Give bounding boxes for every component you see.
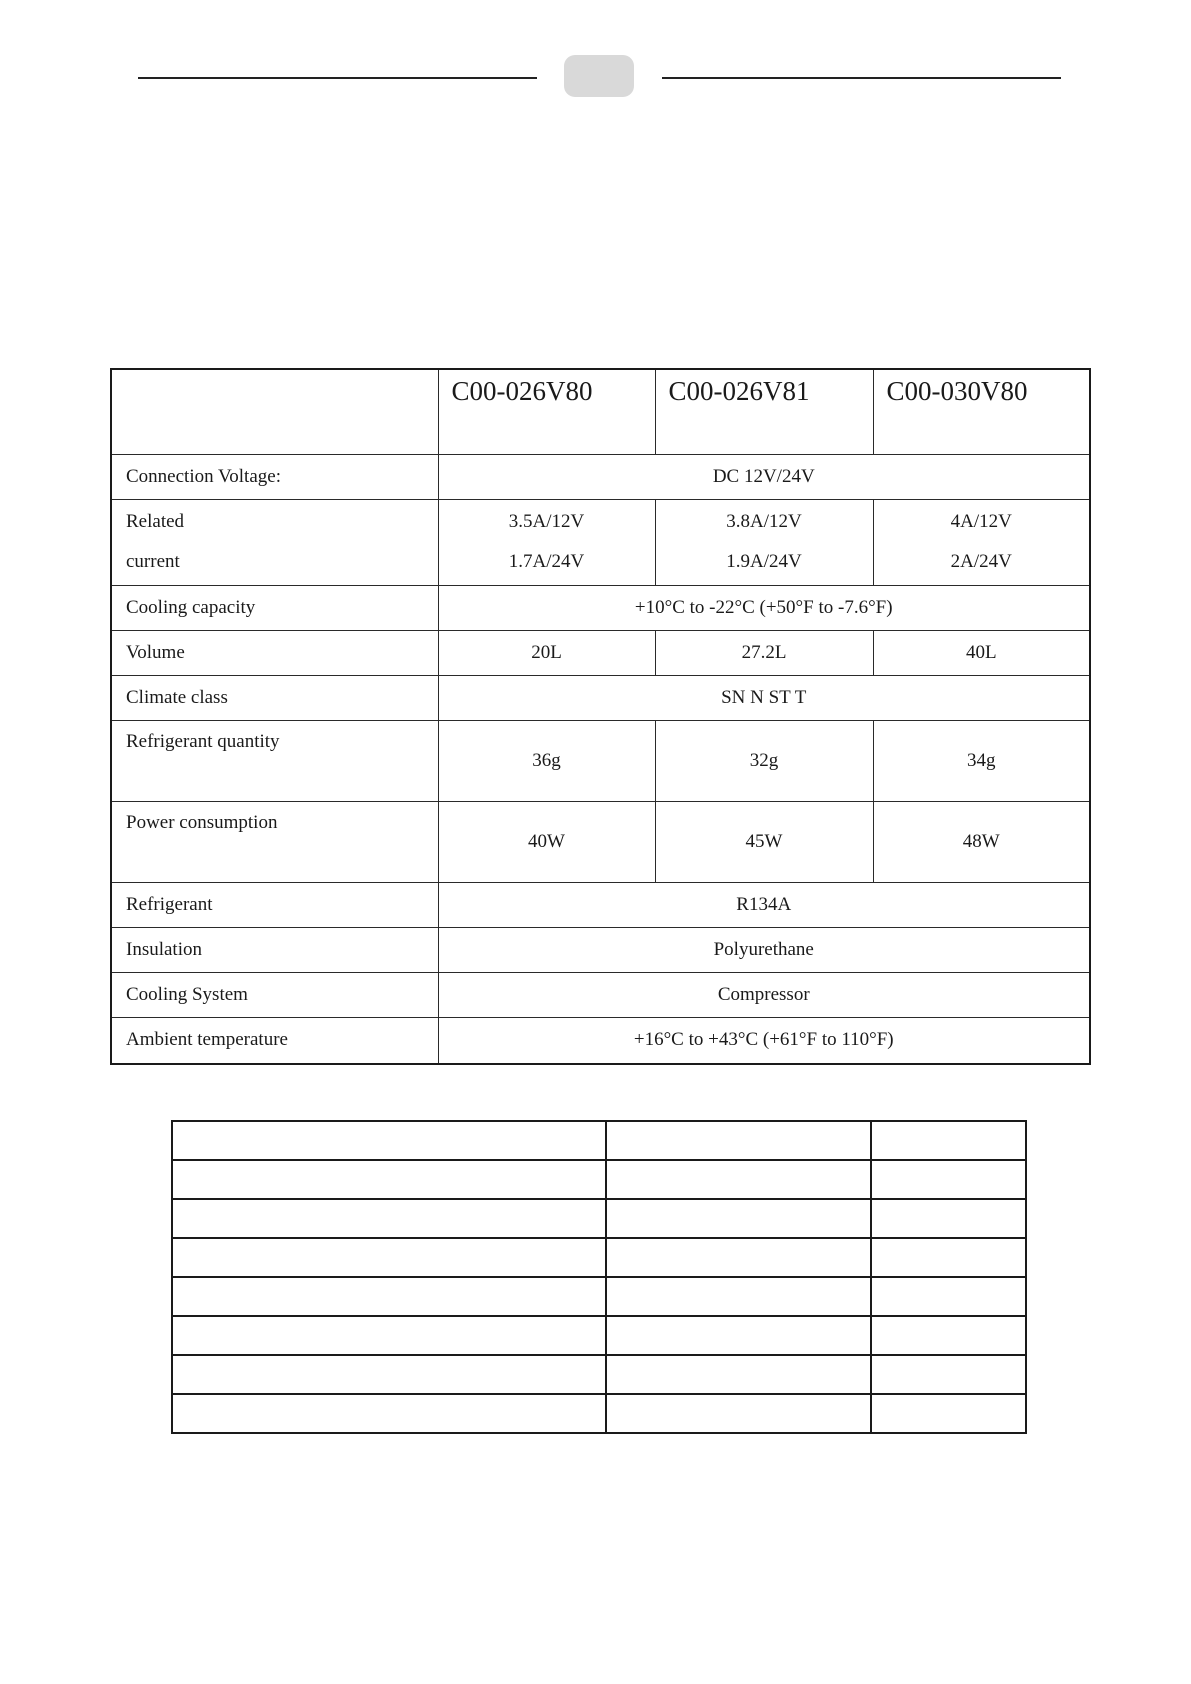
row-label: Refrigerant — [111, 882, 438, 927]
row-label: Cooling System — [111, 972, 438, 1017]
row-value: Polyurethane — [438, 927, 1090, 972]
row-label: Refrigerant quantity — [111, 720, 438, 801]
table-cell — [172, 1355, 606, 1394]
table-row — [111, 675, 1090, 720]
value-line: 1.9A/24V — [726, 551, 802, 572]
table-row — [111, 972, 1090, 1017]
table-row — [172, 1277, 1026, 1316]
model-heading: C00-030V80 — [873, 369, 1090, 454]
table-header-row — [111, 369, 1090, 454]
row-value: 20L — [438, 630, 655, 675]
table-row — [172, 1238, 1026, 1277]
row-value: 32g — [655, 720, 873, 801]
value-line: 4A/12V — [950, 511, 1012, 532]
row-value — [655, 499, 873, 585]
row-label: Cooling capacity — [111, 585, 438, 630]
table-cell — [871, 1316, 1026, 1355]
table-cell — [172, 1316, 606, 1355]
value-line: 3.5A/12V — [508, 511, 585, 532]
row-value: 40W — [438, 801, 655, 882]
row-label: Power consumption — [111, 801, 438, 882]
table-cell — [871, 1238, 1026, 1277]
table-row — [172, 1121, 1026, 1160]
header-empty-cell — [111, 369, 438, 454]
value-line: 3.8A/12V — [726, 511, 802, 532]
table-row — [111, 499, 1090, 585]
row-value: 45W — [655, 801, 873, 882]
model-heading: C00-026V81 — [655, 369, 873, 454]
row-value: 27.2L — [655, 630, 873, 675]
row-label: Volume — [111, 630, 438, 675]
table-cell — [172, 1394, 606, 1433]
table-cell — [172, 1121, 606, 1160]
row-label-line: current — [126, 551, 180, 572]
table-row — [111, 720, 1090, 801]
empty-grid-table — [171, 1120, 1027, 1434]
header-rule-right — [662, 77, 1061, 79]
row-label: Climate class — [111, 675, 438, 720]
table-row — [172, 1199, 1026, 1238]
row-value: Compressor — [438, 972, 1090, 1017]
table-cell — [172, 1238, 606, 1277]
row-label — [111, 499, 438, 585]
row-value: SN N ST T — [438, 675, 1090, 720]
table-row — [111, 630, 1090, 675]
row-value: 48W — [873, 801, 1090, 882]
table-row — [111, 1017, 1090, 1064]
row-value — [438, 499, 655, 585]
table-cell — [606, 1394, 871, 1433]
row-value: R134A — [438, 882, 1090, 927]
row-value: 40L — [873, 630, 1090, 675]
row-value: +16°C to +43°C (+61°F to 110°F) — [438, 1017, 1090, 1064]
model-heading: C00-026V80 — [438, 369, 655, 454]
row-value: +10°C to -22°C (+50°F to -7.6°F) — [438, 585, 1090, 630]
specifications-table — [110, 368, 1091, 1065]
row-label: Insulation — [111, 927, 438, 972]
row-label: Ambient temperature — [111, 1017, 438, 1064]
table-row — [111, 801, 1090, 882]
table-row — [172, 1160, 1026, 1199]
row-value: DC 12V/24V — [438, 454, 1090, 499]
row-label: Connection Voltage: — [111, 454, 438, 499]
table-cell — [871, 1160, 1026, 1199]
value-line: 2A/24V — [950, 551, 1012, 572]
header-rule-left — [138, 77, 537, 79]
table-cell — [606, 1199, 871, 1238]
table-row — [111, 585, 1090, 630]
table-row — [111, 882, 1090, 927]
value-line: 1.7A/24V — [508, 551, 585, 572]
table-cell — [871, 1355, 1026, 1394]
table-cell — [871, 1394, 1026, 1433]
table-cell — [606, 1355, 871, 1394]
row-value: 34g — [873, 720, 1090, 801]
table-row — [172, 1316, 1026, 1355]
row-value: 36g — [438, 720, 655, 801]
table-cell — [172, 1160, 606, 1199]
row-value — [873, 499, 1090, 585]
table-cell — [871, 1199, 1026, 1238]
table-cell — [871, 1277, 1026, 1316]
table-cell — [606, 1316, 871, 1355]
table-cell — [871, 1121, 1026, 1160]
row-label-line: Related — [126, 511, 185, 532]
page-number-tab — [564, 55, 634, 97]
table-row — [111, 927, 1090, 972]
table-cell — [606, 1238, 871, 1277]
table-cell — [172, 1277, 606, 1316]
table-cell — [172, 1199, 606, 1238]
table-cell — [606, 1277, 871, 1316]
table-row — [172, 1394, 1026, 1433]
table-cell — [606, 1160, 871, 1199]
table-cell — [606, 1121, 871, 1160]
table-row — [172, 1355, 1026, 1394]
table-row — [111, 454, 1090, 499]
